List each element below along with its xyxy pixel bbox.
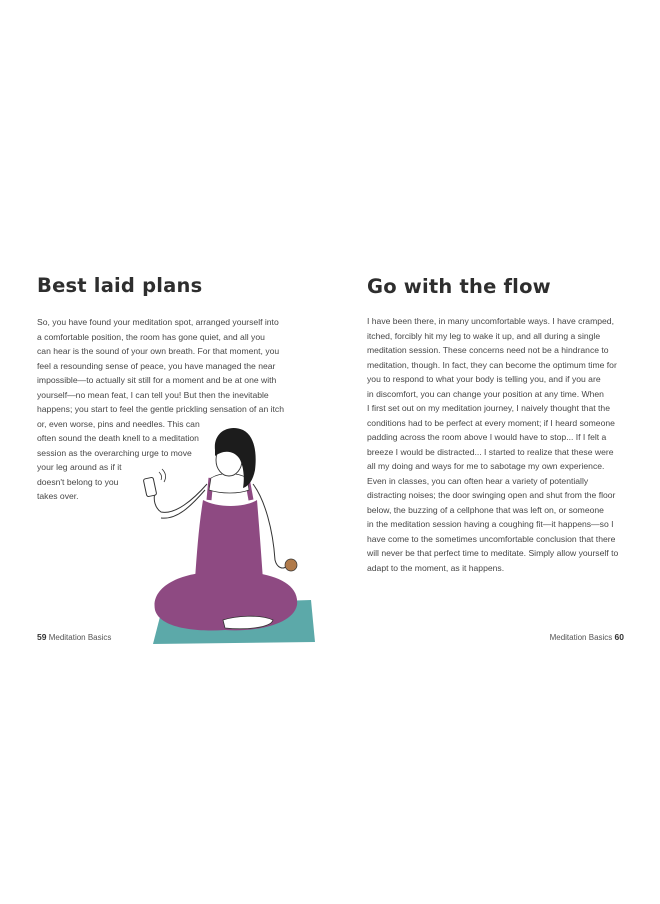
right-folio	[550, 632, 624, 642]
torso-overalls	[195, 500, 263, 580]
page-number: 59	[37, 632, 47, 642]
beads	[285, 559, 297, 571]
left-page-body: So, you have found your meditation spot, arranged yourself into a comfortable position, the room has gone quiet, and all you can hear is the sound of your own breath. For that moment, you feel a resounding sense of peace, you have managed the near impossible—to actually sit still for a moment and be at one with yourself—no mean feat, I can tell you! But then the inevitable happens; you start to feel the gentle prickling sensation of an itch or, even worse, pins and needles. This can often sound the death knell to a meditation session as the overarching urge to move your leg around as if it doesn't belong to you takes over.	[37, 317, 284, 501]
raised-arm	[154, 484, 207, 512]
section-label: Meditation Basics	[48, 633, 112, 642]
section-label: Meditation Basics	[549, 633, 613, 642]
left-folio	[37, 632, 111, 642]
right-page-body: I have been there, in many uncomfortable ways. I have cramped, itched, forcibly hit my leg to wake it up, and all during a single meditation session. These concerns need not be a hindrance to meditation, though. In fact, they can become the optimum time for you to respond to what your body is telling you, and if you are in discomfort, you can change your position at any time. When I first set out on my meditation journey, I naively thought that the conditions had to be perfect at every moment; if I heard someone padding across the room above I would have to stop... If I felt a breeze I would be distracted... I started to realize that these were all my doing and ways for me to sabotage my own experience. Even in classes, you can often hear a variety of potentially distracting noises; the door swinging open and shut from the floor below, the buzzing of a cellphone that was left on, or someone in the meditation session having a coughing fit—it happens—so I have come to the sometimes uncomfortable conclusion that there will never be that perfect time to meditate. Simply allow yourself to adapt to the moment, as it happens.	[367, 316, 619, 573]
phone	[143, 477, 157, 497]
page-number: 60	[614, 632, 624, 642]
right-page-heading: Go with the flow	[367, 275, 551, 298]
meditating-woman-with-phone-illustration	[125, 420, 325, 645]
right-page	[330, 0, 660, 904]
left-page-heading: Best laid plans	[37, 274, 203, 297]
